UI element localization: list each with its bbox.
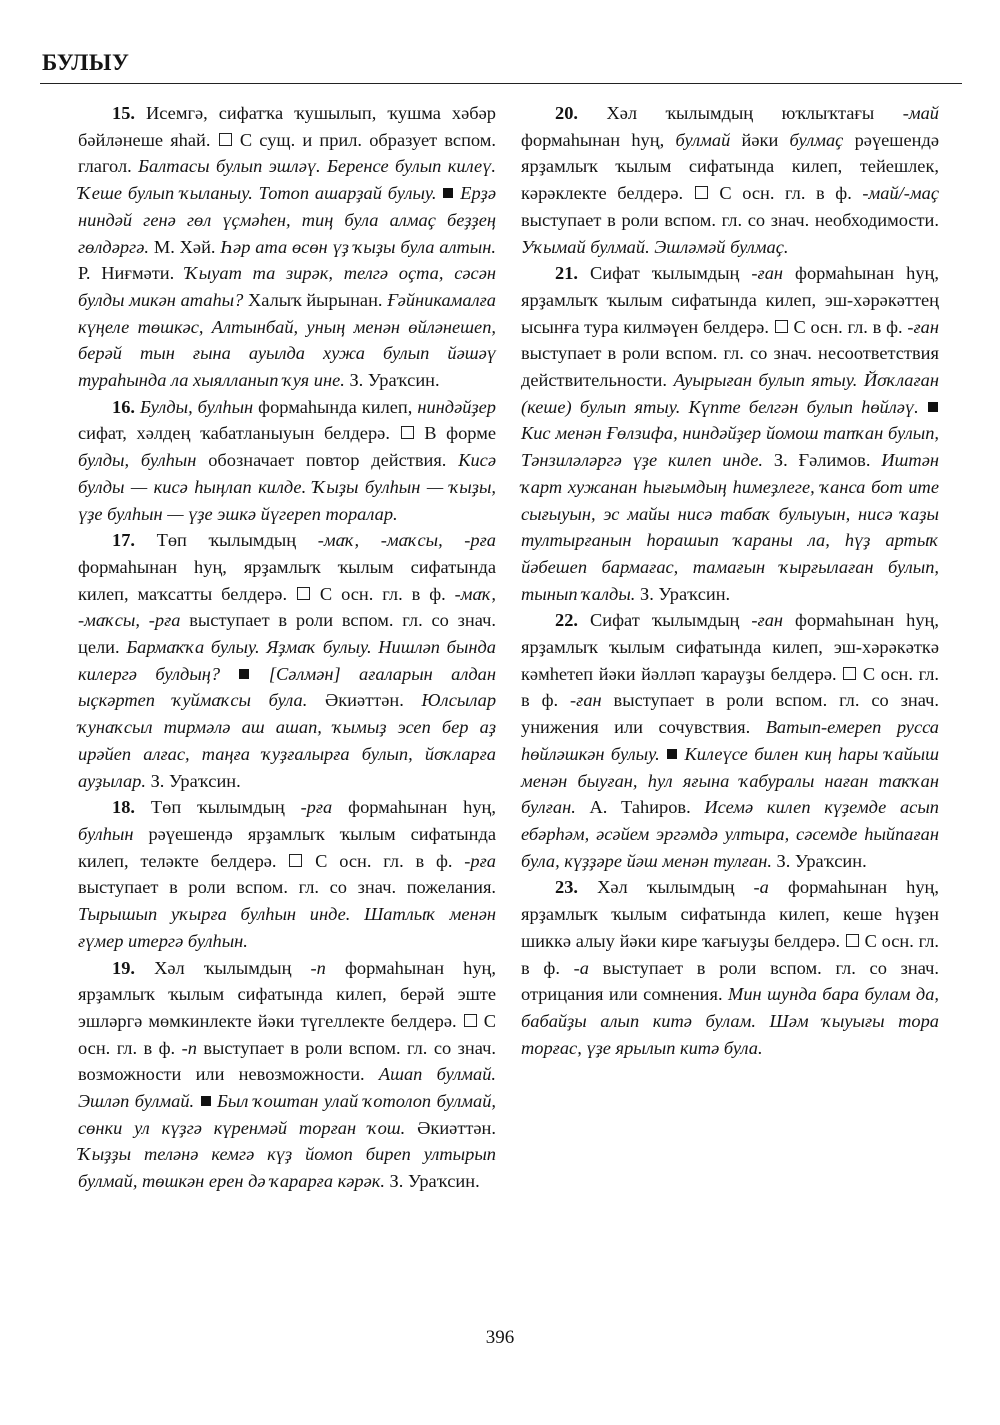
definition-text: формаһынан һуң, [332,797,496,818]
white-square-icon [846,934,859,947]
example-text: Исемә килеп күҙемде асып ебәрһәм, әсәйем эргәмдә ултыра, сәсемде һыйпаған була, күҙҙәре йәш менән тулған. [521,797,939,871]
white-square-icon [289,854,302,867]
definition-text: формаһында килеп, [253,396,418,417]
example-text: Килеүсе билен киң һары ҡайыш менән быуған, һул яғына ҡабуралы наған таҡҡан булған. [521,743,939,818]
entry-number: 16. [112,396,135,417]
white-square-icon [695,186,708,199]
white-square-icon [401,426,414,439]
black-square-icon [201,1096,211,1106]
translation-text: выступает в роли вспом. гл. со знач. унижения или сочувствия. [521,690,939,738]
example-text: Балтасы булып эшләү. Беренсе булып килеү. Ҡеше булып ҡыланыу. Тотоп ашарҙай булыу. [78,156,496,204]
example-text: Ауырыған булып ятыу. Йоҡлаған (кеше) булып ятыу. Күпте белгән булып һөйләү. [521,370,939,417]
entry-number: 15. [112,103,135,123]
example-text: -май [902,103,939,123]
example-text: Ғәйникамалға күңеле төшкәс, Алтынбай, уның менән өйләнешеп, берәй тын ғына ауылда хужа булып йәшәү тураһында ла хыялланып ҡуя ине. [78,289,497,391]
white-square-icon [775,320,788,333]
example-text: -ған [751,263,784,284]
source-author: З. Ураҡсин. [145,770,241,791]
example-text: -май/-маҫ [862,183,939,204]
right-column [521,100,939,1061]
example-text: -а [573,957,589,978]
source-author: З. Ураҡсин. [344,370,440,391]
definition-text: йәки [730,129,790,150]
black-square-icon [443,188,453,198]
translation-text: выступает в роли вспом. гл. со знач. необходимости. [521,209,939,230]
translation-text: С осн. гл. в ф. [788,316,908,337]
black-square-icon [239,669,249,679]
example-text: Ватып-емереп русса һөйләшкән булыу. [521,717,939,764]
definition-text: сифат, хәлдең ҡабатланыуын белдерә. [78,423,400,444]
translation-text: С осн. гл. в ф. [521,663,939,711]
definition-text: Хәл ҡылымдың [135,957,311,978]
example-text: Был ҡоштан улай ҡотолоп булмай, сөнки ул күҙгә күренмәй торған ҡош. [78,1091,496,1138]
example-text: Булды, булһын [135,396,254,417]
header-rule [40,83,962,84]
entry-19 [78,955,496,1195]
entry-23 [521,874,939,1061]
example-text: -маҡ, -маҡсы, -рға [78,583,496,631]
example-text: булды, булһын [78,450,197,471]
definition-text: формаһынан һуң, [521,129,676,150]
example-text: Тырышып уҡырға булһын инде. Шатлыҡ менән ғүмер итергә булһын. [78,904,496,951]
entry-21 [521,260,939,607]
translation-text: С сущ. и прил. образует вспом. глагол. [78,129,496,177]
definition-text: Сифат ҡылымдың [578,263,752,284]
source-author: М. Хәй. [149,236,221,257]
source-author: Р. Ниғмәти. [78,263,185,284]
example-text: булмай [675,129,731,150]
translation-text: выступает в роли вспом. гл. со знач. несоответствия действительности. [521,343,939,391]
black-square-icon [667,749,677,759]
example-text: -п [181,1037,197,1058]
definition-text: формаһынан һуң, ярҙамлыҡ ҡылым сифатында килеп, кеше һүҙен шиккә алыу йәки кире ҡағыуҙы белдерә. [521,877,939,951]
example-text: [Сәлмән] ағаларын алдан ыҫкәртеп ҡуймаҡсы була. [78,663,496,711]
example-text: ниндәйҙер [417,396,496,417]
source-author: З. Ураҡсин. [384,1171,480,1192]
source-author: Әкиәттән. [307,690,422,711]
page-headword: БУЛЫУ [42,50,130,75]
source-author: З. Ғәлимов. [763,450,882,471]
white-square-icon [464,1014,477,1027]
entry-number: 18. [112,797,135,818]
entry-number: 21. [555,263,578,284]
source-author: З. Ураҡсин. [771,850,867,871]
entry-17 [78,527,496,794]
source-author: А. Таһиров. [575,797,705,818]
definition-text: Исемгә, сифатҡа ҡушылып, ҡушма хәбәр бәйләнеше яһай. [78,103,496,150]
entry-number: 20. [555,103,578,123]
definition-text: Сифат ҡылымдың [578,610,752,631]
translation-text: выступает в роли вспом. гл. со знач. цели. [78,610,496,658]
entry-22 [521,607,939,874]
source-author: Халыҡ йырынан. [243,289,388,310]
example-text: булмаҫ [789,129,844,150]
source-author: Әкиәттән. [405,1117,496,1138]
left-column [78,100,496,1195]
translation-text: С осн. гл. в ф. [310,583,455,604]
example-text: -а [753,877,769,898]
entry-20 [521,100,939,260]
example-text: Юлсылар ҡунаҡсыл тирмәлә аш ашап, ҡымыҙ эсеп бер аҙ ирәйеп алғас, таңға ҡуҙғалырға булып, йоҡларға ауҙылар. [78,690,497,791]
white-square-icon [843,667,856,680]
example-text: -ған [751,610,784,631]
definition-text: Хәл ҡылымдың юҡлыҡтағы [578,103,903,123]
translation-text: выступает в роли вспом. гл. со знач. пожелания. [78,877,496,898]
translation-text: С осн. гл. в ф. [303,850,465,871]
example-text: -маҡ, -маҡсы, -рға [317,530,496,551]
definition-text: рәүешендә ярҙамлыҡ ҡылым сифатында килеп, теләкте белдерә. [78,823,496,871]
example-text: -ған [907,316,939,337]
example-text: Иштән ҡарт хужанан һығымдың һимеҙлеге, ҡанса бот ите сығыуын, эс майы нисә табаҡ булыуын, нисә ҡаҙы тултырғанын һорашып ҡараны ла, һүҙ артыҡ йәбешеп бармағас, тамағын ҡырғылаған булып, тынып ҡалды. [521,450,939,604]
example-text: Ашап булмай. Эшләп булмай. [78,1064,496,1112]
example-text: Ерҙә ниндәй генә гөл үҫмәһен, тиң була алмаҫ беҙҙең гөлдәргә. [78,183,496,257]
example-text: Ҡыҙҙы теләнә кемгә күҙ йомоп биреп ултырып булмай, төшкән ерен дә ҡарарға кәрәк. [78,1144,496,1192]
definition-text: формаһынан һуң, ярҙамлыҡ ҡылым сифатында килеп, эш-хәрәкәткә кәмһетеп йәки йәлләп ҡарауҙы белдерә. [521,610,939,684]
definition-text: формаһынан һуң, ярҙамлыҡ ҡылым сифатында килеп, маҡсатты белдерә. [78,556,496,604]
example-text: Уҡымай булмай. Эшләмәй булмаҫ. [521,236,789,257]
white-square-icon [297,587,310,600]
definition-text: формаһынан һуң, ярҙамлыҡ ҡылым сифатында килеп, берәй эште эшләргә мөмкинлекте йәки түгеллекте белдерә. [78,957,496,1031]
example-text: Һәр ата өсөн үҙ ҡыҙы була алтын. [220,236,496,257]
source-author: З. Ураҡсин. [635,583,731,604]
entry-number: 22. [555,610,578,631]
example-text: -рға [300,797,333,818]
entry-number: 19. [112,957,135,978]
page-number: 396 [485,1327,515,1348]
definition-text: Хәл ҡылымдың [578,877,754,898]
definition-text: формаһынан һуң, ярҙамлыҡ ҡылым сифатында килеп, эш-хәрәкәттең ысынға тура килмәүен белдерә. [521,263,939,337]
example-text: Кисә булды — кисә һыңлап килде. Ҡыҙы булһын — ҡыҙы, үҙе булһын — үҙе эшкә йүгереп торалар. [78,450,496,524]
translation-text: выступает в роли вспом. гл. со знач. отрицания или сомнения. [521,957,939,1005]
white-square-icon [219,133,232,146]
entry-18 [78,794,496,954]
example-text: Бармаҡҡа булыу. Яҙмаҡ булыу. Нишләп бында килергә булдың? [78,637,496,684]
example-text: Мин шунда бара булам да, бабайҙы алып китә булам. Шәм ҡыуығы тора торғас, үҙе ярылып китә була. [521,984,939,1058]
example-text: -ған [570,690,602,711]
translation-text: С осн. гл. в ф. [78,1010,497,1058]
entry-16 [78,394,496,528]
translation-text: С осн. гл. в ф. [708,183,863,204]
definition-text: рәүешендә ярҙамлыҡ ҡылым сифатында килеп, тейешлек, кәрәклекте белдерә. [521,129,939,204]
definition-text: Төп ҡылымдың [135,530,318,551]
translation-text: выступает в роли вспом. гл. со знач. возможности или невозможности. [78,1037,497,1085]
definition-text: Төп ҡылымдың [135,797,301,818]
example-text: Ҡыуат та зирәк, телгә оҫта, сәсән булды микән атаһы? [78,263,496,310]
translation-text: В форме [414,423,496,444]
example-text: -рға [464,850,496,871]
entry-number: 17. [112,530,135,551]
translation-text: обозначает повтор действия. [196,450,459,471]
example-text: булһын [78,823,134,844]
example-text: -п [310,957,326,978]
black-square-icon [928,402,938,412]
example-text: Кис менән Ғөлзифа, ниндәйҙер йомош тапҡан булып, Тәнзиләләргә үҙе килеп инде. [521,423,939,471]
translation-text: С осн. гл. в ф. [521,930,939,978]
entry-15 [78,100,496,394]
entry-number: 23. [555,877,578,898]
